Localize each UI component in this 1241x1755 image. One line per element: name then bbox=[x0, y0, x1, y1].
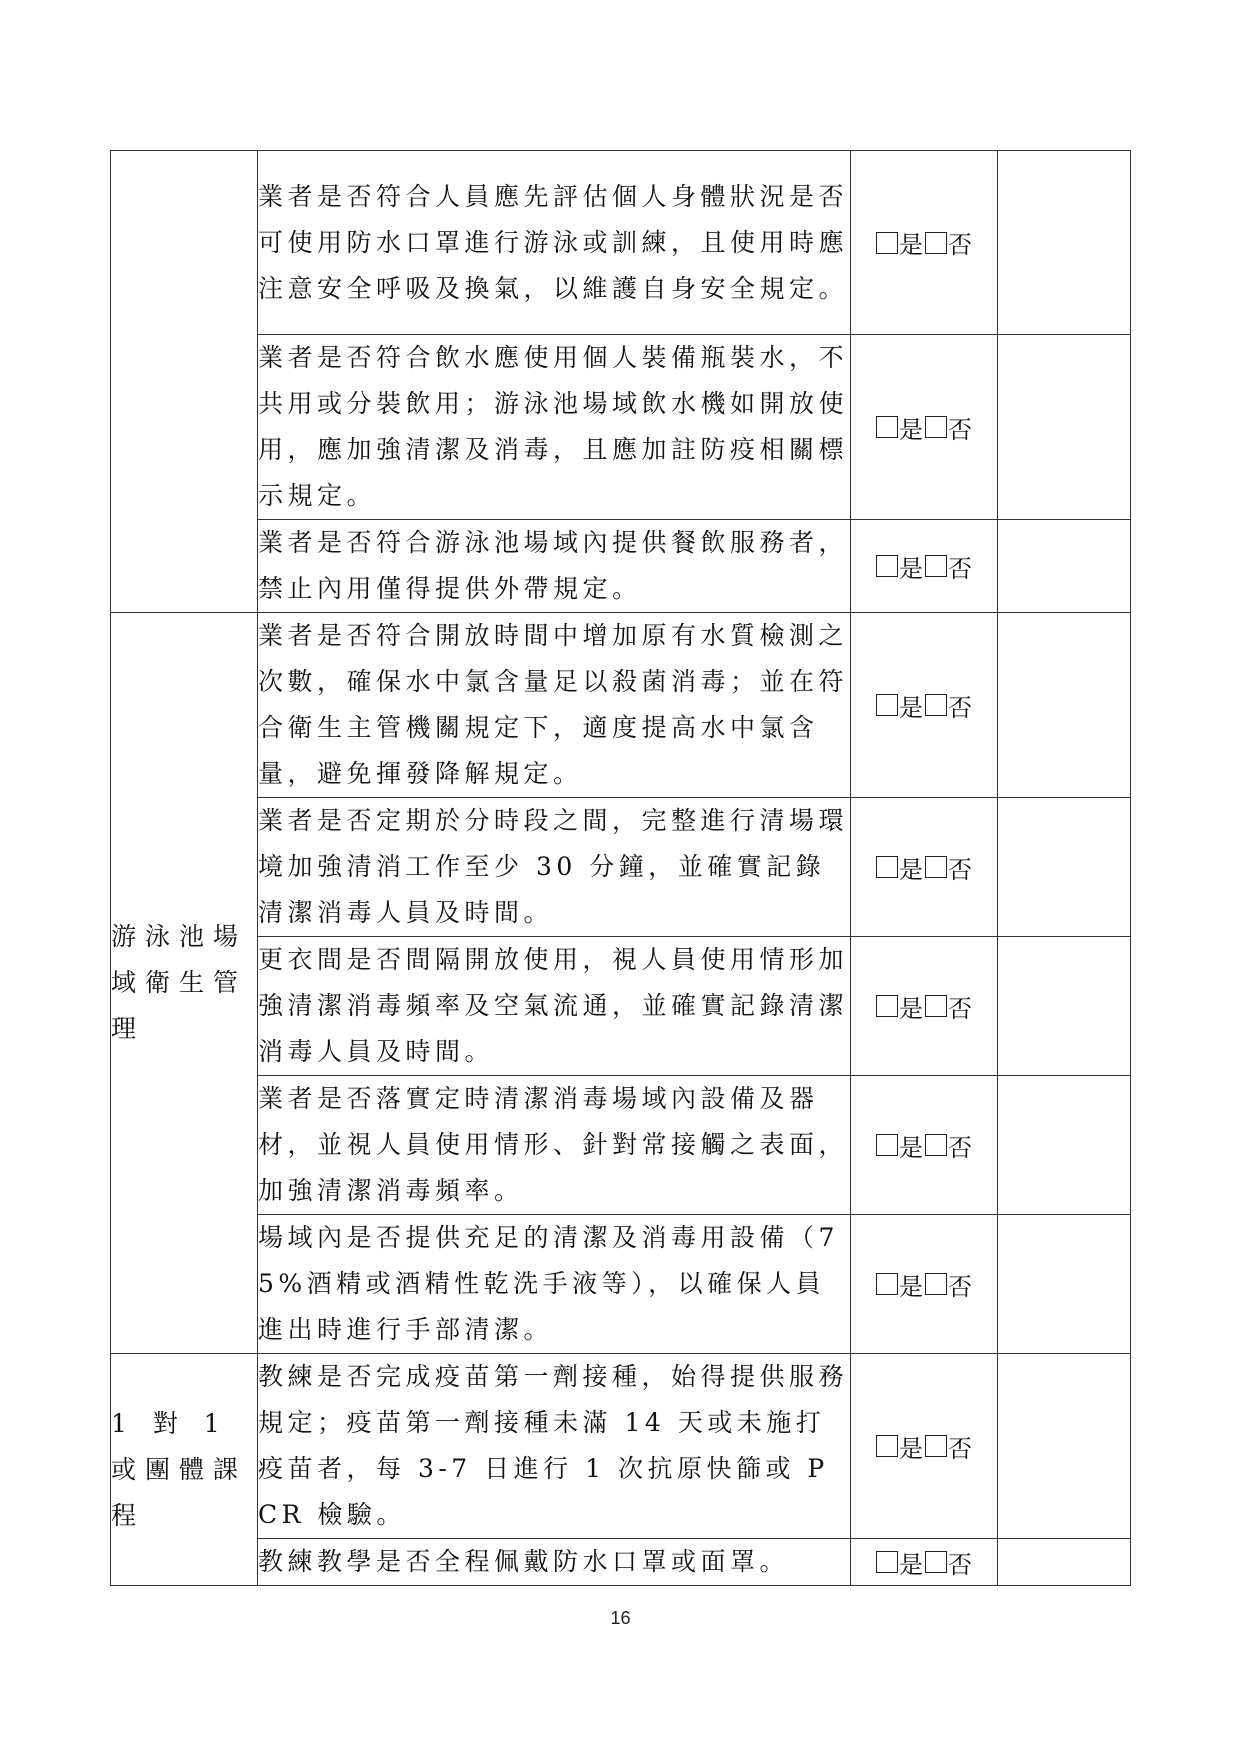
yes-checkbox[interactable] bbox=[876, 555, 898, 577]
item-text: 教練是否完成疫苗第一劑接種，始得提供服務規定；疫苗第一劑接種未滿 14 天或未施打疫苗者，每 3-7 日進行 1 次抗原快篩或 PCR 檢驗。 bbox=[258, 1354, 851, 1539]
note-cell[interactable] bbox=[998, 335, 1131, 520]
yes-checkbox[interactable] bbox=[876, 1273, 898, 1295]
item-text: 業者是否落實定時清潔消毒場域內設備及器材，並視人員使用情形、針對常接觸之表面，加強清潔消毒頻率。 bbox=[258, 1076, 851, 1215]
page-number: 16 bbox=[610, 1608, 631, 1628]
yes-checkbox[interactable] bbox=[876, 1551, 898, 1573]
no-checkbox[interactable] bbox=[925, 1435, 947, 1457]
yes-no-option bbox=[851, 1076, 998, 1215]
table-row bbox=[111, 1076, 1131, 1215]
yes-checkbox[interactable] bbox=[876, 232, 898, 254]
item-text: 業者是否符合游泳池場域內提供餐飲服務者，禁止內用僅得提供外帶規定。 bbox=[258, 520, 851, 613]
table-row bbox=[111, 520, 1131, 613]
yes-no-option bbox=[851, 1354, 998, 1539]
no-label: 否 bbox=[948, 554, 972, 583]
yes-no-option bbox=[851, 613, 998, 798]
item-text: 教練教學是否全程佩戴防水口罩或面罩。 bbox=[258, 1539, 851, 1586]
no-checkbox[interactable] bbox=[925, 995, 947, 1017]
yes-checkbox[interactable] bbox=[876, 995, 898, 1017]
item-text: 更衣間是否間隔開放使用，視人員使用情形加強清潔消毒頻率及空氣流通，並確實記錄清潔消毒人員及時間。 bbox=[258, 937, 851, 1076]
yes-label: 是 bbox=[899, 231, 923, 259]
category-cell: 1 對 1 或團體課程 bbox=[111, 1354, 258, 1586]
item-text: 場域內是否提供充足的清潔及消毒用設備（75%酒精或酒精性乾洗手液等），以確保人員進出時進行手部清潔。 bbox=[258, 1215, 851, 1354]
no-checkbox[interactable] bbox=[925, 1551, 947, 1573]
yes-checkbox[interactable] bbox=[876, 416, 898, 438]
no-label: 否 bbox=[948, 1434, 972, 1463]
no-checkbox[interactable] bbox=[925, 555, 947, 577]
note-cell[interactable] bbox=[998, 613, 1131, 798]
yes-checkbox[interactable] bbox=[876, 856, 898, 878]
item-text: 業者是否符合開放時間中增加原有水質檢測之次數，確保水中氯含量足以殺菌消毒；並在符合衛生主管機關規定下，適度提高水中氯含量，避免揮發降解規定。 bbox=[258, 613, 851, 798]
no-checkbox[interactable] bbox=[925, 856, 947, 878]
note-cell[interactable] bbox=[998, 1539, 1131, 1586]
yes-label: 是 bbox=[899, 994, 923, 1023]
note-cell[interactable] bbox=[998, 1076, 1131, 1215]
note-cell[interactable] bbox=[998, 151, 1131, 335]
note-cell[interactable] bbox=[998, 937, 1131, 1076]
yes-no-option bbox=[851, 798, 998, 937]
item-text: 業者是否定期於分時段之間，完整進行清場環境加強清消工作至少 30 分鐘，並確實記錄清潔消毒人員及時間。 bbox=[258, 798, 851, 937]
yes-label: 是 bbox=[899, 1550, 923, 1579]
category-cell-continued bbox=[111, 151, 258, 613]
yes-checkbox[interactable] bbox=[876, 1134, 898, 1156]
table-row bbox=[111, 1354, 1131, 1539]
yes-no-option bbox=[851, 335, 998, 520]
yes-no-option bbox=[851, 937, 998, 1076]
category-cell: 游泳池場域衛生管理 bbox=[111, 613, 258, 1354]
table-row bbox=[111, 613, 1131, 798]
yes-label: 是 bbox=[899, 1434, 923, 1463]
yes-no-option bbox=[851, 1539, 998, 1586]
yes-label: 是 bbox=[899, 1133, 923, 1162]
yes-checkbox[interactable] bbox=[876, 1435, 898, 1457]
yes-label: 是 bbox=[899, 693, 923, 722]
yes-checkbox[interactable] bbox=[876, 694, 898, 716]
no-label: 否 bbox=[948, 855, 972, 884]
yes-no-option bbox=[851, 1215, 998, 1354]
no-label: 否 bbox=[948, 1272, 972, 1301]
table-row bbox=[111, 151, 1131, 335]
no-label: 否 bbox=[948, 415, 972, 444]
note-cell[interactable] bbox=[998, 1354, 1131, 1539]
table-row bbox=[111, 1539, 1131, 1586]
note-cell[interactable] bbox=[998, 520, 1131, 613]
yes-label: 是 bbox=[899, 415, 923, 444]
no-checkbox[interactable] bbox=[925, 416, 947, 438]
note-cell[interactable] bbox=[998, 1215, 1131, 1354]
item-text: 業者是否符合飲水應使用個人裝備瓶裝水，不共用或分裝飲用；游泳池場域飲水機如開放使用，應加強清潔及消毒，且應加註防疫相關標示規定。 bbox=[258, 335, 851, 520]
no-label: 否 bbox=[948, 693, 972, 722]
no-checkbox[interactable] bbox=[925, 1273, 947, 1295]
no-checkbox[interactable] bbox=[925, 232, 947, 254]
checklist-table bbox=[110, 150, 1131, 1586]
no-label: 否 bbox=[948, 231, 972, 259]
table-row bbox=[111, 798, 1131, 937]
yes-no-option bbox=[851, 151, 998, 335]
note-cell[interactable] bbox=[998, 798, 1131, 937]
yes-label: 是 bbox=[899, 554, 923, 583]
yes-label: 是 bbox=[899, 1272, 923, 1301]
table-row bbox=[111, 1215, 1131, 1354]
yes-label: 是 bbox=[899, 855, 923, 884]
no-label: 否 bbox=[948, 994, 972, 1023]
no-checkbox[interactable] bbox=[925, 694, 947, 716]
no-label: 否 bbox=[948, 1133, 972, 1162]
no-checkbox[interactable] bbox=[925, 1134, 947, 1156]
item-text: 業者是否符合人員應先評估個人身體狀況是否可使用防水口罩進行游泳或訓練，且使用時應注意安全呼吸及換氣，以維護自身安全規定。 bbox=[258, 151, 851, 335]
table-row bbox=[111, 335, 1131, 520]
yes-no-option bbox=[851, 520, 998, 613]
table-row bbox=[111, 937, 1131, 1076]
no-label: 否 bbox=[948, 1550, 972, 1579]
